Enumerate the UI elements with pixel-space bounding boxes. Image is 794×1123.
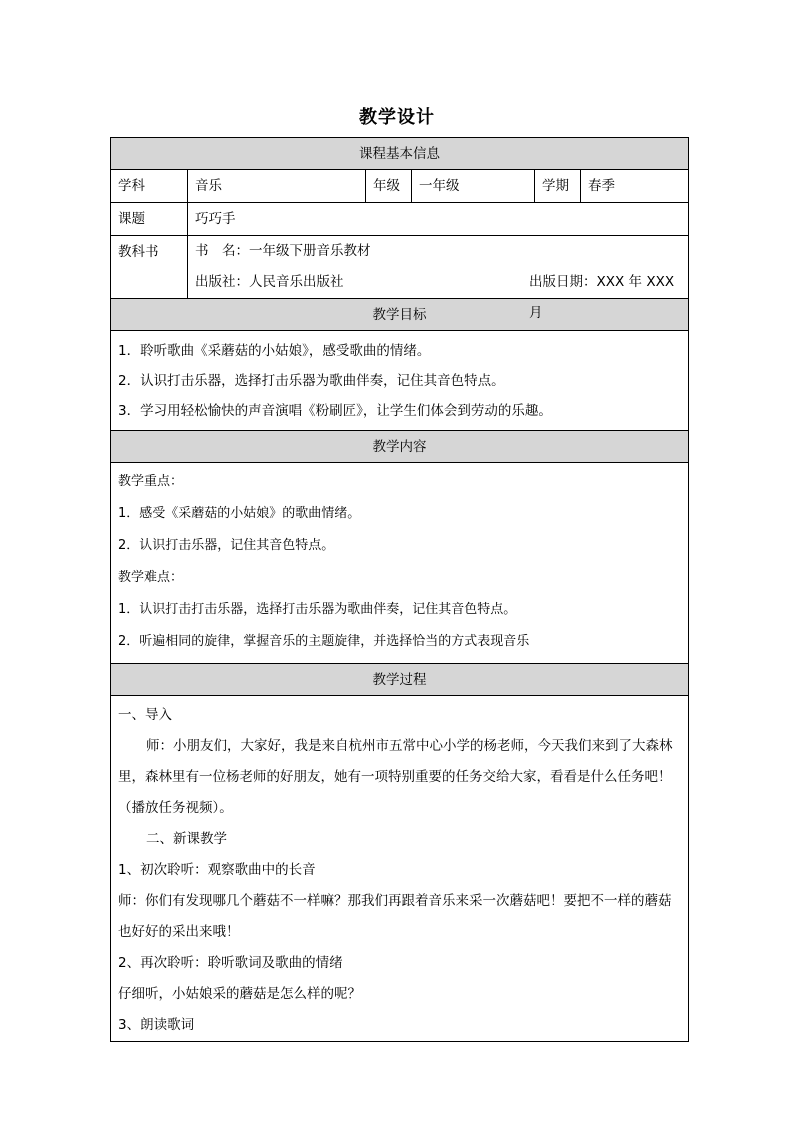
difficulty-item: 2．听遍相同的旋律，掌握音乐的主题旋律，并选择恰当的方式表现音乐 xyxy=(118,634,530,649)
process-line: 1、初次聆听：观察歌曲中的长音 xyxy=(118,862,316,878)
process-line: 一、导入 xyxy=(118,707,172,723)
difficulty-label: 教学难点： xyxy=(118,570,184,585)
content-body xyxy=(111,463,689,664)
subject-row xyxy=(111,170,689,203)
topic-row xyxy=(111,203,689,236)
basic-info-header: 课程基本信息 xyxy=(111,138,689,170)
objective-item: 1．聆听歌曲《采蘑菇的小姑娘》，感受歌曲的情绪。 xyxy=(118,343,431,359)
book-name: 书 名：一年级下册音乐教材 xyxy=(195,243,371,259)
subject-label: 学科 xyxy=(111,170,188,203)
basic-info-header-row xyxy=(111,138,689,170)
process-header-row xyxy=(111,664,689,696)
textbook-label: 教科书 xyxy=(111,236,188,299)
process-line: 师：你们有发现哪几个蘑菇不一样嘛？那我们再跟着音乐来采一次蘑菇吧！要把不一样的蘑菇也好好的采出来哦！ xyxy=(118,893,672,940)
process-line: 二、新课教学 xyxy=(146,831,227,847)
topic-label: 课题 xyxy=(111,203,188,236)
objective-item: 3．学习用轻松愉快的声音演唱《粉刷匠》，让学生们体会到劳动的乐趣。 xyxy=(118,403,552,419)
objectives-header: 教学目标 xyxy=(111,299,689,331)
process-body xyxy=(111,696,689,1042)
process-line: 师：小朋友们，大家好，我是来自杭州市五常中心小学的杨老师，今天我们来到了大森林里，森林里有一位杨老师的好朋友，她有一项特别重要的任务交给大家，看看是什么任务吧！（播放任务视频）。 xyxy=(118,738,673,816)
process-row xyxy=(111,696,689,1042)
key-point-item: 1．感受《采蘑菇的小姑娘》的歌曲情绪。 xyxy=(118,506,361,521)
subject-value: 音乐 xyxy=(188,170,366,203)
content-row xyxy=(111,463,689,664)
grade-label: 年级 xyxy=(366,170,412,203)
publisher: 出版社：人民音乐出版社 xyxy=(195,274,344,290)
document-title: 教学设计 xyxy=(359,107,435,128)
content-header: 教学内容 xyxy=(111,431,689,463)
process-line: 2、再次聆听：聆听歌词及歌曲的情绪 xyxy=(118,955,343,971)
grade-value: 一年级 xyxy=(412,170,535,203)
key-points-label: 教学重点： xyxy=(118,474,184,489)
content-header-row xyxy=(111,431,689,463)
topic-value: 巧巧手 xyxy=(188,203,689,236)
term-label: 学期 xyxy=(535,170,581,203)
term-value: 春季 xyxy=(581,170,689,203)
publication-date: 出版日期：XXX 年 XXX 月 xyxy=(529,274,675,321)
objectives-row xyxy=(111,331,689,431)
key-point-item: 2．认识打击乐器，记住其音色特点。 xyxy=(118,538,335,553)
objectives-list xyxy=(111,331,689,431)
objective-item: 2．认识打击乐器，选择打击乐器为歌曲伴奏，记住其音色特点。 xyxy=(118,373,505,389)
textbook-row xyxy=(111,236,689,299)
difficulty-item: 1．认识打击打击乐器，选择打击乐器为歌曲伴奏，记住其音色特点。 xyxy=(118,602,517,617)
process-line: 仔细听，小姑娘采的蘑菇是怎么样的呢？ xyxy=(118,986,361,1002)
process-line: 3、朗读歌词 xyxy=(118,1017,195,1033)
lesson-plan-table xyxy=(110,137,689,1042)
process-header: 教学过程 xyxy=(111,664,689,696)
